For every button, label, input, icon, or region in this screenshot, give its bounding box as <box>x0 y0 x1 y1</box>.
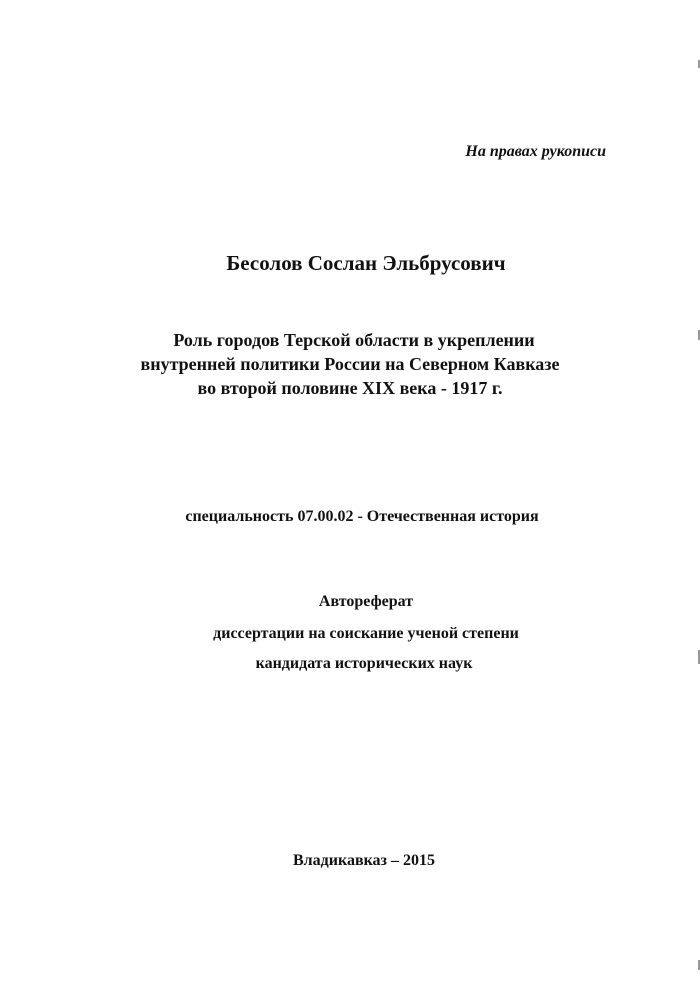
specialty-line: специальность 07.00.02 - Отечественная история <box>185 508 539 525</box>
degree-line: кандидата исторических наук <box>255 655 473 672</box>
title-line: Роль городов Терской области в укреплении <box>173 330 535 350</box>
rights-note: На правах рукописи <box>465 143 606 160</box>
abstract-type: Автореферат <box>318 593 414 610</box>
title-line: внутренней политики России на Северном Кавказе <box>140 354 560 374</box>
title-line: во второй половине XIX века - 1917 г. <box>197 378 503 398</box>
place-year: Владикавказ – 2015 <box>293 852 435 869</box>
author-name: Бесолов Сослан Эльбрусович <box>226 251 506 275</box>
dissertation-line: диссертации на соискание ученой степени <box>213 625 519 642</box>
dissertation-title <box>0 328 700 400</box>
